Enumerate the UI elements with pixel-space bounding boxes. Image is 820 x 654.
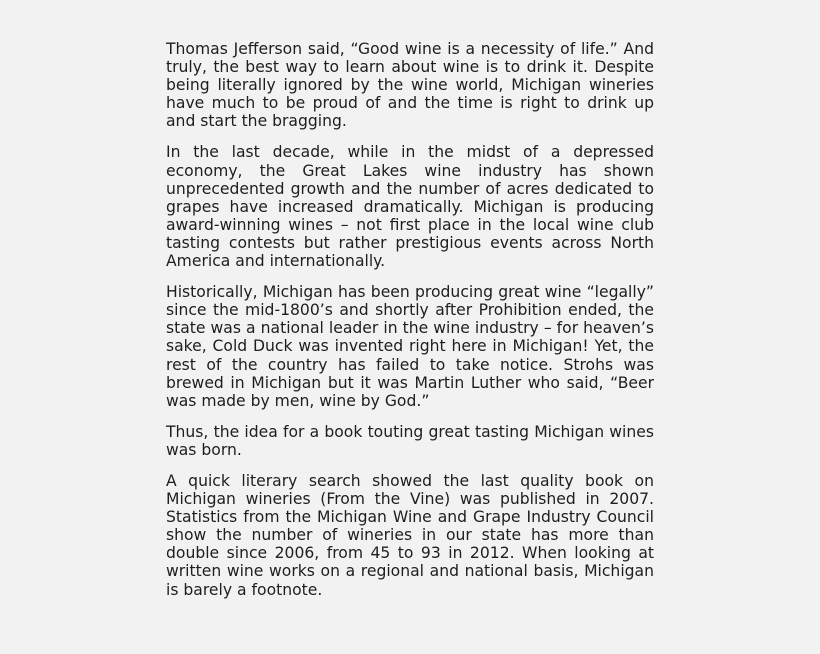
paragraph-5: A quick literary search showed the last quality book on Michigan wineries (From the Vine) was published in 2007. Statistics from the Michigan Wine and Grape Industry Council show the number of wineries in our state has more than double since 2006, from 45 to 93 in 2012. When looking at written wine works on a regional and national basis, Michigan is barely a footnote. (166, 471, 654, 599)
body-text (166, 40, 654, 612)
paragraph-4: Thus, the idea for a book touting great tasting Michigan wines was born. (166, 422, 654, 459)
paragraph-3: Historically, Michigan has been producing great wine “legally” since the mid-1800’s and shortly after Prohibition ended, the state was a national leader in the wine industry – for heaven’s sake, Cold Duck was invented right here in Michigan! Yet, the rest of the country has failed to take notice. Strohs was brewed in Michigan but it was Martin Luther who said, “Beer was made by men, wine by God.” (166, 283, 654, 410)
paragraph-1: Thomas Jefferson said, “Good wine is a necessity of life.” And truly, the best way to learn about wine is to drink it. Despite being literally ignored by the wine world, Michigan wineries have much to be proud of and the time is right to drink up and start the bragging. (166, 40, 654, 131)
paragraph-2: In the last decade, while in the midst of a depressed economy, the Great Lakes wine industry has shown unprecedented growth and the number of acres dedicated to grapes have increased dramatically. Michigan is producing award-winning wines – not first place in the local wine club tasting contests but rather prestigious events across North America and internationally. (166, 143, 654, 271)
